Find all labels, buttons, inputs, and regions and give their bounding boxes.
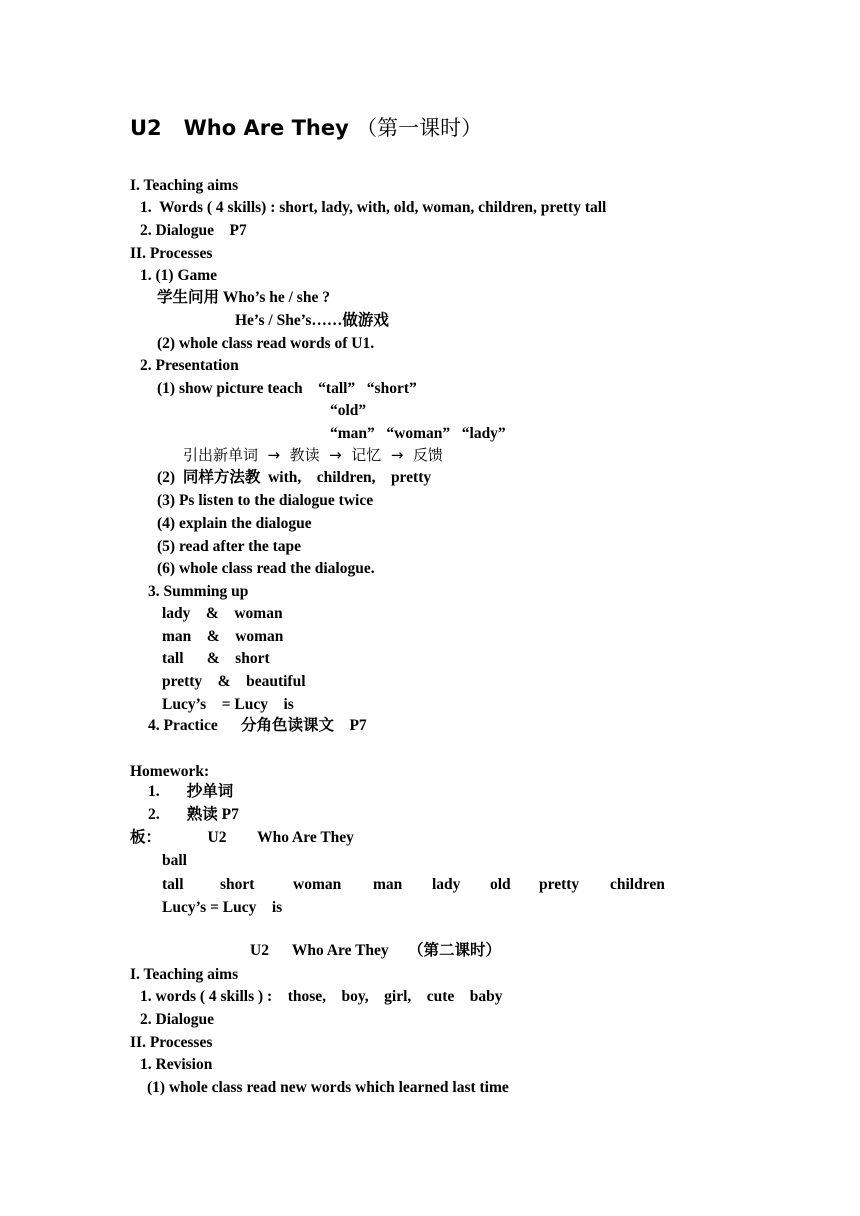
lesson2-title: U2 Who Are They （第二课时） xyxy=(250,942,502,959)
presentation-read-tape: (5) read after the tape xyxy=(157,538,302,555)
step-presentation: 2. Presentation xyxy=(140,357,239,374)
homework-item-2: 2. 熟读 P7 xyxy=(148,806,239,823)
presentation-man-woman-lady: “man” “woman” “lady” xyxy=(330,425,506,442)
summary-pretty-beautiful: pretty & beautiful xyxy=(162,673,306,690)
board-heading: 板： U2 Who Are They xyxy=(130,829,354,846)
section-teaching-aims: I. Teaching aims xyxy=(130,177,239,194)
lesson2-aim-words: 1. words ( 4 skills ) : those, boy, girl, cute baby xyxy=(140,988,503,1005)
step-summing-up: 3. Summing up xyxy=(148,583,249,600)
lesson-title-period: （第一课时） xyxy=(356,116,483,140)
step-game: 1. (1) Game xyxy=(140,267,218,284)
lesson2-aim-dialogue: 2. Dialogue xyxy=(140,1011,215,1028)
presentation-old: “old” xyxy=(330,402,367,419)
step-practice: 4. Practice 分角色读课文 P7 xyxy=(148,717,367,734)
lesson2-revision-read: (1) whole class read new words which learned last time xyxy=(147,1079,509,1096)
aim-dialogue: 2. Dialogue P7 xyxy=(140,222,247,239)
presentation-flow: 引出新单词 → 教读 → 记忆 → 反馈 xyxy=(183,446,443,464)
summary-lucys: Lucy’s = Lucy is xyxy=(162,696,294,713)
board-word: children xyxy=(610,876,665,893)
lesson2-revision: 1. Revision xyxy=(140,1056,213,1073)
board-word: old xyxy=(490,876,511,893)
game-question: 学生问用 Who’s he / she ? xyxy=(157,289,330,306)
presentation-listen: (3) Ps listen to the dialogue twice xyxy=(157,492,374,509)
board-word: lady xyxy=(432,876,461,893)
presentation-explain: (4) explain the dialogue xyxy=(157,515,312,532)
board-word: man xyxy=(373,876,403,893)
lesson-title xyxy=(130,114,482,142)
summary-lady-woman: lady & woman xyxy=(162,605,283,622)
lesson2-processes: II. Processes xyxy=(130,1034,213,1051)
lesson-title-main: U2 Who Are They xyxy=(130,116,357,140)
homework-heading: Homework: xyxy=(130,763,210,780)
lesson2-teaching-aims: I. Teaching aims xyxy=(130,966,239,983)
board-word: tall xyxy=(162,876,184,893)
homework-item-1: 1. 抄单词 xyxy=(148,783,234,800)
board-ball: ball xyxy=(162,852,187,869)
board-word: pretty xyxy=(539,876,580,893)
summary-tall-short: tall & short xyxy=(162,650,270,667)
board-lucys: Lucy’s = Lucy is xyxy=(162,899,283,916)
board-word: woman xyxy=(293,876,342,893)
board-word: short xyxy=(220,876,255,893)
step-read-u1: (2) whole class read words of U1. xyxy=(157,335,375,352)
presentation-same-method: (2) 同样方法教 with, children, pretty xyxy=(157,469,432,486)
aim-words: 1. Words ( 4 skills) : short, lady, with, old, woman, children, pretty tall xyxy=(140,199,607,216)
section-processes: II. Processes xyxy=(130,245,213,262)
game-answer: He’s / She’s……做游戏 xyxy=(235,312,389,329)
presentation-picture: (1) show picture teach “tall” “short” xyxy=(157,380,417,397)
summary-man-woman: man & woman xyxy=(162,628,284,645)
presentation-read-dialogue: (6) whole class read the dialogue. xyxy=(157,560,375,577)
